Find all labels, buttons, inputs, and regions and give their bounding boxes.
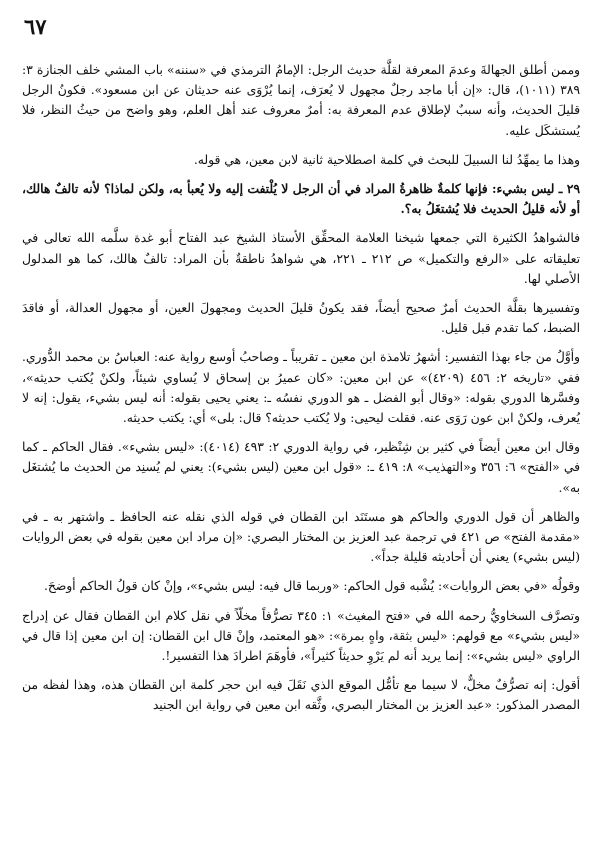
paragraph-baad-riwayat: وقولُه «في بعض الروايات»: يُشْبه قول الحاكم: «وربما قال فيه: ليس بشيء»، وإنْ كان قولُ الحاكم أوضحَ.	[43, 579, 580, 594]
paragraph-kathir-shinzir: وقال ابن معين أيضاً في كثير بن شِنْظير، في رواية الدوري ٢: ٤٩٣ (٤٠١٤): «ليس بشيء». فقال الحاكم ـ كما في «الفتح» ٦: ٣٥٦ و«التهذيب» ٨: ٤١٩ ـ: «قول ابن معين (ليس بشيء): يعني لم يُسنِد من الحديث ما يُشتغَل به».	[22, 440, 580, 495]
paragraph-ibn-qattan: والظاهر أن قول الدوري والحاكم هو مستَنَد ابن القطان في قوله الذي نقله عنه الحافظ ـ واشتهر به ـ في «مقدمة الفتح» ص ٤٢١ في ترجمة عبد العزيز بن المختار البصري: «إن مراد ابن معين بقوله في بعض الروايات (ليس بشيء) يعني أن أحاديثه قليلة جداً».	[22, 509, 580, 565]
paragraph-tirmidhi-jahala: وممن أطلق الجهالةَ وعدمَ المعرفة لقلَّة حديث الرجل: الإمامُ الترمذي في «سننه» باب المشي خلف الجنازة ٣: ٣٨٩ (١٠١١)، قال: «إن أبا ماجد رجلٌ مجهول لا يُعرَف، إنما يُرْوَى عنه حديثان عن ابن مسعود». فكونُ الرجل قليلَ الحديث، وأنه سببٌ لإطلاق عدم المعرفة به: أمرٌ معروف عند أهل العلم، وهو واضح من حيثُ النظر، فلا يُستشكَل عليه.	[22, 63, 580, 138]
page-body	[22, 60, 580, 716]
paragraph-intro-term: وهذا ما يمهِّدُ لنا السبيلَ للبحث في كلمة اصطلاحية ثانية لابن معين، هي قوله.	[193, 152, 580, 167]
paragraph-sakhawi: وتصرَّف السخاويُّ رحمه الله في «فتح المغيث» ١: ٣٤٥ تصرُّفاً مخلّاً في نقل كلام ابن القطان فقال عن إدراج «ليس بشيء» مع قولهم: «ليس بثقة، واهٍ بمرة»: «هو المعتمد، وإنْ قال ابن القطان: إن ابن معين إذا قال في الراوي «ليس بشيء»: إنما يريد أنه لم يَرْوِ حديثاً كثيراً»، فأوهَمَ اطرادَ هذا التفسير!.	[22, 608, 580, 664]
paragraph-tafsir-qilla: وتفسيرها بقلَّة الحديث أمرٌ صحيح أيضاً، فقد يكونُ قليلَ الحديث ومجهولَ العين، أو مجهول العدالة، أو فاقدَ الضبط، كما تقدم قبل قليل.	[22, 301, 580, 336]
page-number: ٦٧	[24, 14, 47, 39]
paragraph-aqul: أقول: إنه تصرُّفٌ مخلٌّ، لا سيما مع تأمُّل الموقع الذي نَقَلَ فيه ابن حجر كلمة ابن القطان هذه، وهذا لفظه من المصدر المذكور: «عبد العزيز بن المختار البصري، وثَّقه ابن معين في رواية ابن الجنيد	[22, 678, 580, 713]
paragraph-duri: وأوَّلُ من جاء بهذا التفسير: أشهرُ تلامذة ابن معين ـ تقريباً ـ وصاحبُ أوسع رواية عنه: العباسُ بن محمد الدُّوري. ففي «تاريخه ٢: ٤٥٦ (٤٢٠٩)» عن ابن معين: «كان عميرُ بن إسحاق لا يُساوي شيئاً، ولكنْ يُكتب حديثه»، وفسَّرها الدوري بقوله: «وقال أبو الفضل ـ هو الدوري نفسُه ـ: يعني يحيى بقوله: أنه ليس بشيء، يقول: إنه لا يُعرف، ولكنْ ابن عون رَوَى عنه. فقلت ليحيى: ولا يُكتب حديثه؟ قال: بلى» أي: يكتب حديثه.	[22, 350, 581, 426]
paragraph-term-29-heading: ٢٩ ـ ليس بشيء: فإنها كلمةٌ ظاهرةُ المراد في أن الرجل لا يُلْتفت إليه ولا يُعبأ به، ولكن لماذا؟ لأنه تالفٌ هالك، أو لأنه قليلُ الحديث فلا يُشتغَلُ به؟.	[22, 181, 580, 217]
paragraph-shawahid: فالشواهدُ الكثيرة التي جمعها شيخنا العلامة المحقِّق الأستاذ الشيخ عبد الفتاح أبو غدة سلَّمه الله تعالى في تعليقاته على «الرفع والتكميل» ص ٢١٢ ـ ٢٢١، هي شواهدُ ناطقةٌ بأن المراد: تالفٌ هالك، كما هو المدلول الأصلي لها.	[22, 231, 581, 286]
